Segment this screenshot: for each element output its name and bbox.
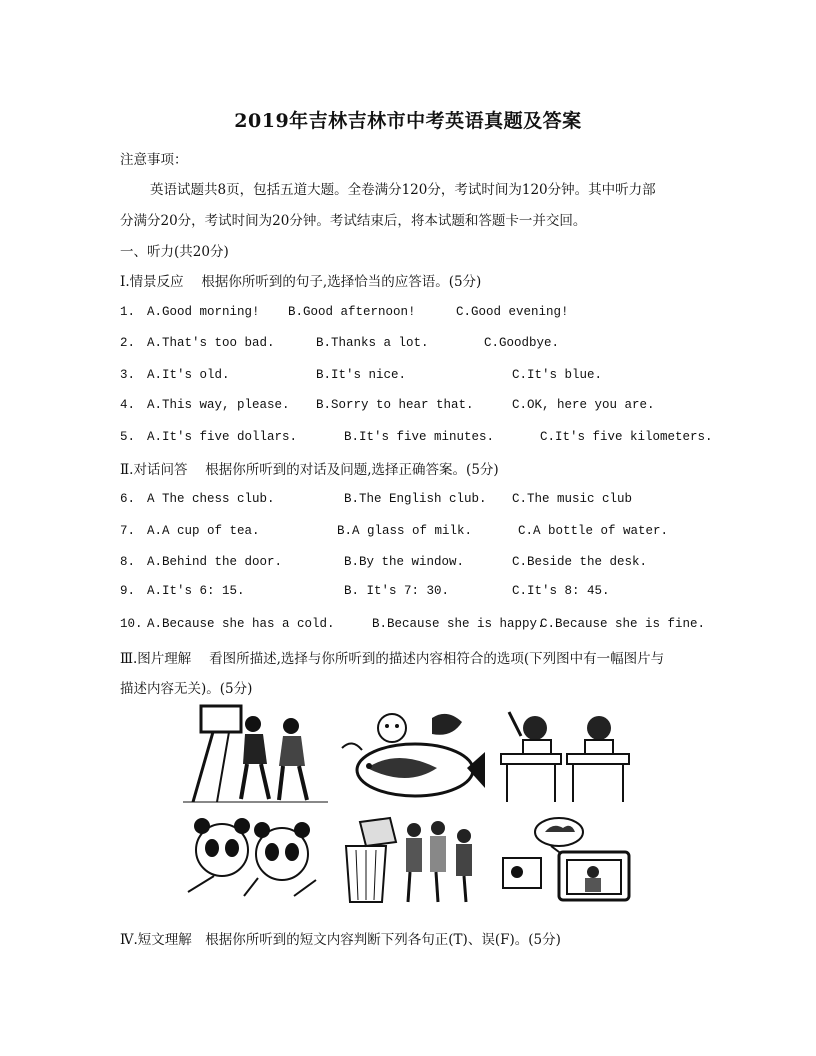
section-3-heading: Ⅲ.图片理解 看图所描述,选择与你所听到的描述内容相符合的选项(下列图中有一幅图片与 [120,651,665,667]
picture-students-at-desks [495,706,635,806]
question-number: 6. [120,492,136,506]
option-b: B.Because she is happy. [372,617,545,631]
option-a: A The chess club. [147,492,275,506]
section-1-heading: Ⅰ.情景反应 根据你所听到的句子,选择恰当的应答语。(5分) [120,274,482,290]
option-b: B.The English club. [344,492,487,506]
section-4-heading: Ⅳ.短文理解 根据你所听到的短文内容判断下列各句正(T)、误(F)。(5分) [120,932,561,948]
option-b: B.It's nice. [316,368,407,382]
notice-line-1: 英语试题共8页，包括五道大题。全卷满分120分，考试时间为120分钟。其中听力部 [150,182,656,198]
picture-recycling [340,816,482,904]
option-c: C.Beside the desk. [512,555,648,569]
option-c: C.Goodbye. [484,336,560,350]
picture-basketball [183,704,328,804]
question-number: 10. [120,617,143,631]
option-c: C.OK, here you are. [512,398,655,412]
question-number: 5. [120,430,136,444]
option-c: C.It's five kilometers. [540,430,713,444]
question-number: 4. [120,398,136,412]
option-a: A.Because she has a cold. [147,617,335,631]
option-b: B.A glass of milk. [337,524,473,538]
option-a: A.This way, please. [147,398,290,412]
section-2-heading: Ⅱ.对话问答 根据你所听到的对话及问题,选择正确答案。(5分) [120,462,499,478]
option-c: C.It's 8: 45. [512,584,610,598]
option-c: C.Good evening! [456,305,569,319]
option-c: C.The music club [512,492,633,506]
part-1-heading: 一、听力(共20分) [120,244,229,260]
question-number: 7. [120,524,136,538]
option-a: A.It's five dollars. [147,430,298,444]
option-c: C.It's blue. [512,368,603,382]
picture-boy-with-fish [337,708,487,804]
option-a: A.Behind the door. [147,555,283,569]
picture-weather-tv [497,814,635,906]
option-b: B.Sorry to hear that. [316,398,474,412]
question-number: 8. [120,555,136,569]
option-a: A.Good morning! [147,305,260,319]
option-b: B.It's five minutes. [344,430,495,444]
option-b: B.Thanks a lot. [316,336,429,350]
option-b: B. It's 7: 30. [344,584,450,598]
option-a: A.It's 6: 15. [147,584,245,598]
notice-line-2: 分满分20分，考试时间为20分钟。考试结束后，将本试题和答题卡一并交回。 [120,213,587,229]
notice-label: 注意事项： [120,152,188,168]
option-a: A.It's old. [147,368,230,382]
question-number: 2. [120,336,136,350]
question-number: 1. [120,305,136,319]
option-b: B.Good afternoon! [288,305,416,319]
option-c: C.Because she is fine. [540,617,706,631]
section-3-heading-cont: 描述内容无关)。(5分) [120,681,253,697]
option-a: A.That's too bad. [147,336,275,350]
question-number: 3. [120,368,136,382]
option-b: B.By the window. [344,555,465,569]
question-number: 9. [120,584,136,598]
picture-two-pandas [184,812,320,902]
page-title: 2019年吉林吉林市中考英语真题及答案 [234,110,582,132]
option-c: C.A bottle of water. [518,524,669,538]
option-a: A.A cup of tea. [147,524,260,538]
